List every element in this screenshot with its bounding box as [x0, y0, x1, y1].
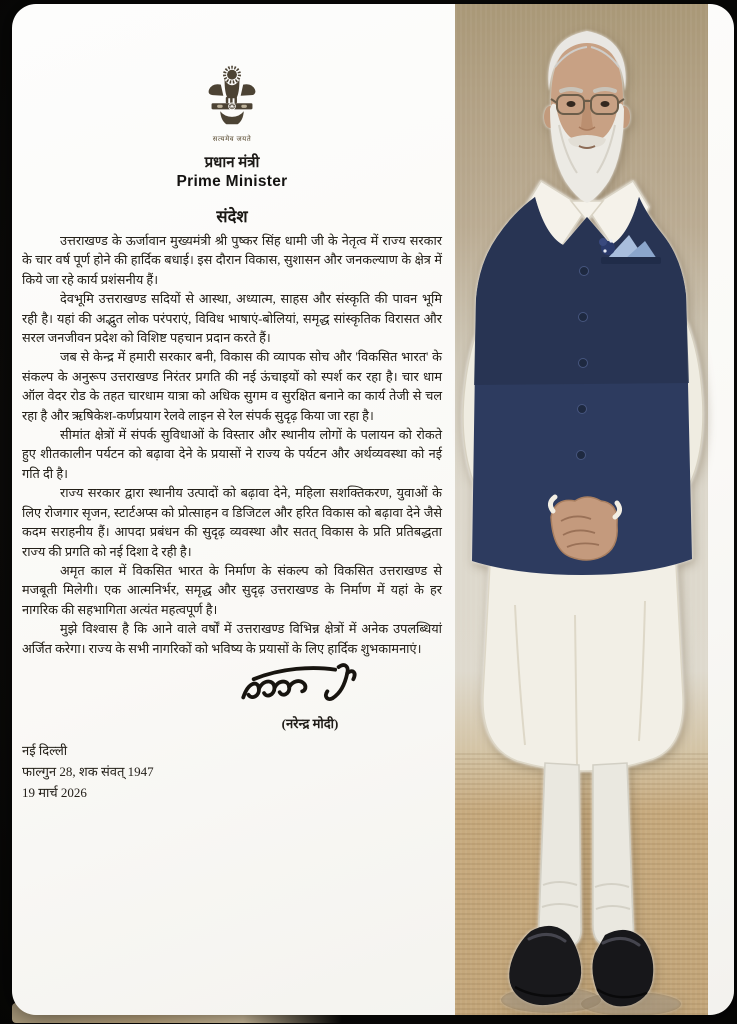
letterhead-title-hindi: प्रधान मंत्री [204, 155, 260, 171]
letterhead [22, 60, 442, 191]
pm-head [544, 31, 630, 203]
letter-paragraph: मुझे विश्वास है कि आने वाले वर्षों में उत्तराखण्ड विभिन्न क्षेत्रों में अनेक उपलब्धियां अर्जित करेगा। राज्य के सभी नागरिकों को भविष्य के प्रयासों के लिए हार्दिक शुभकामनाएं। [22, 622, 442, 656]
letter-heading: संदेश [216, 207, 248, 226]
signatory-name: (नरेन्द्र मोदी) [281, 715, 339, 731]
letter-paragraph: देवभूमि उत्तराखण्ड सदियों से आस्था, अध्यात्म, साहस और संस्कृति की पावन भूमि रही है। यहां की अद्भुत लोक परंपराएं, विविध भाषाएं-बोलियां, समृद्ध सांस्कृतिक विरासत और सरल जनजीवन प्रदेश को विशिष्ट पहचान प्रदान करते हैं। [22, 292, 442, 346]
signature-handwritten-icon [235, 661, 385, 713]
letter-paragraph: अमृत काल में विकसित भारत के निर्माण के संकल्प को विकसित उत्तराखण्ड से मजबूती मिलेगी। एक आत्मनिर्भर, समृद्ध और सुदृढ़ उत्तराखण्ड के निर्माण में यहां के हर नागरिक की सहभागिता अत्यंत महत्वपूर्ण है। [22, 563, 442, 617]
letter-place: नई दिल्ली [22, 742, 68, 758]
letter-paragraph: जब से केन्द्र में हमारी सरकार बनी, विकास की व्यापक सोच और 'विकसित भारत' के संकल्प के अनुरूप उत्तराखण्ड निरंतर प्रगति की नई ऊंचाइयों को स्पर्श कर रहा है। चार धाम ऑल वेदर रोड के तहत चारधाम यात्रा को अधिक सुगम व सुरक्षित बनाने का कार्य तेजी से चल रहा है और ऋषिकेश-कर्णप्रयाग रेलवे लाइन से रेल संपर्क सुदृढ़ किया जा रहा है। [22, 350, 442, 423]
letter-paragraph: सीमांत क्षेत्रों में संपर्क सुविधाओं के विस्तार और स्थानीय लोगों के पलायन को रोकते हुए शीतकालीन पर्यटन को बढ़ावा देने के प्रयासों ने राज्य के पर्यटन और अर्थव्यवस्था को नई गति दी है। [22, 428, 442, 481]
letter-date-gregorian: 19 मार्च 2026 [22, 784, 87, 800]
letter-paragraph: उत्तराखण्ड के ऊर्जावान मुख्यमंत्री श्री पुष्कर सिंह धामी जी के नेतृत्व में राज्य सरकार के चार वर्ष पूर्ण होने की हार्दिक बधाई। इस दौरान विकास, सुशासन और जनकल्याण के क्षेत्र में किये जा रहे कार्य प्रशंसनीय हैं। [22, 234, 442, 287]
emblem-motto: सत्यमेव जयते [212, 135, 252, 143]
ashoka-emblem-icon [201, 60, 263, 134]
kurta-hem [483, 545, 683, 771]
date-block [22, 740, 442, 803]
letterhead-title-english: Prime Minister [176, 173, 288, 190]
pm-photo-panel [455, 4, 708, 1015]
churidar-legs [539, 763, 633, 946]
letter-date-saka: फाल्गुन 28, शक संवत् 1947 [22, 763, 154, 779]
letter-card [12, 4, 734, 1015]
letter-page [12, 4, 455, 1015]
clasped-hands [550, 497, 619, 560]
pm-figure [455, 4, 708, 1015]
letter-body [22, 232, 442, 659]
signature-block [220, 661, 400, 732]
letter-paragraph: राज्य सरकार द्वारा स्थानीय उत्पादों को बढ़ावा देने, महिला सशक्तिकरण, युवाओं के लिए रोजगार सृजन, स्टार्टअप्स को प्रोत्साहन व डिजिटल और हरित विकास को बढ़ावा देने जैसे कदम सराहनीय हैं। आपदा प्रबंधन की सुदृढ़ व्यवस्था और सतत् विकास के प्रति प्रतिबद्धता राज्य की प्रगति को नई दिशा दे रही है। [22, 486, 442, 559]
